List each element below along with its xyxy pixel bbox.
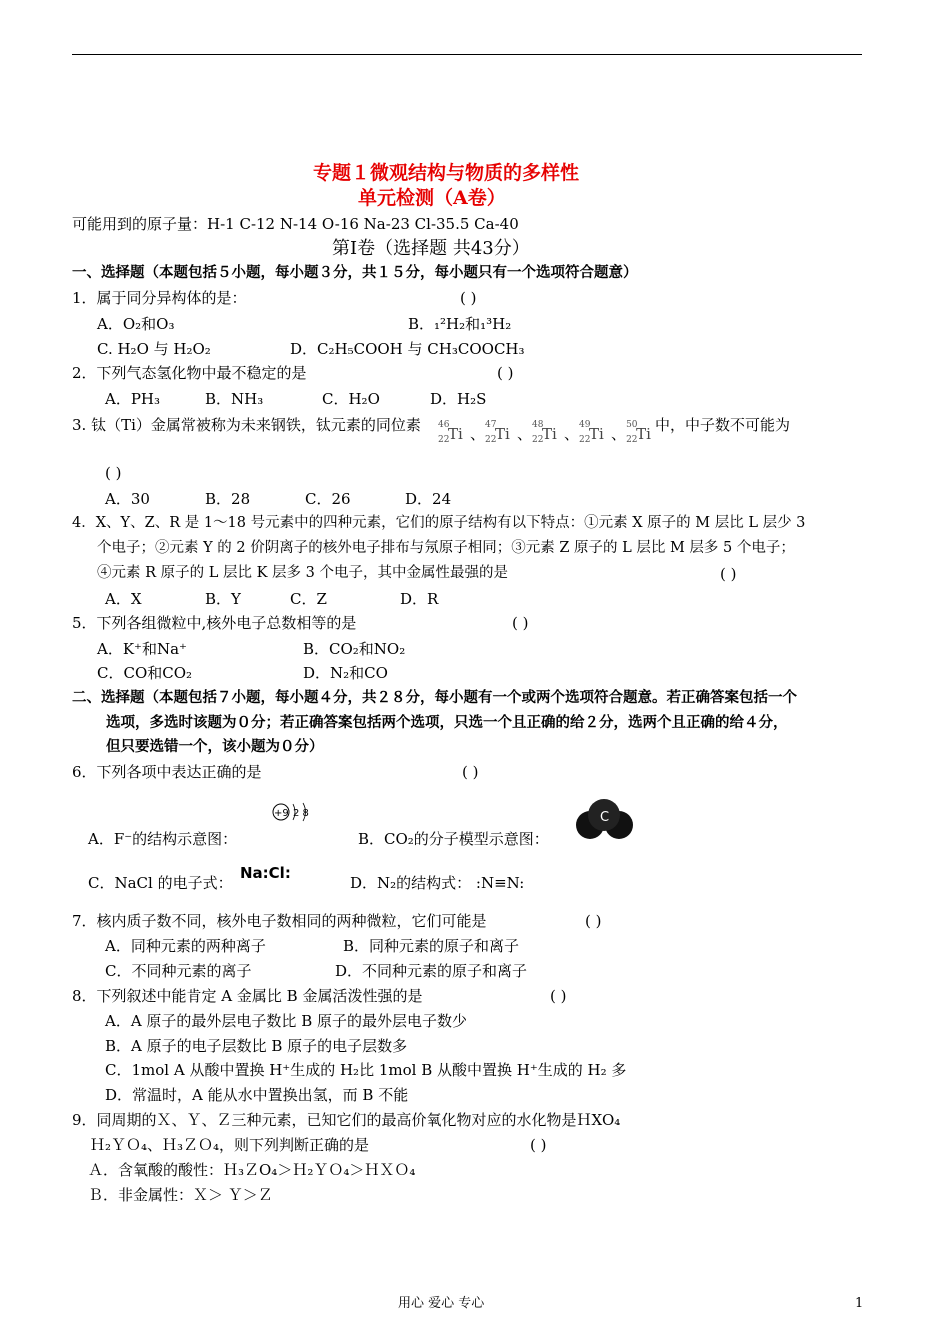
isotope-separator: 、 — [611, 425, 627, 443]
doc-subtitle: 单元检测（A卷） — [358, 187, 506, 209]
q4-paren: ( ) — [720, 565, 737, 583]
fluoride-structure-diagram — [272, 800, 322, 838]
q1-stem: 1．属于同分异构体的是： — [72, 289, 247, 307]
q5-option-d: D．N₂和CO — [303, 664, 388, 682]
q7-option-c: C．不同种元素的离子 — [105, 962, 252, 980]
q3-option-a: A．30 — [105, 490, 150, 508]
q4-option-a: A．X — [105, 590, 142, 608]
q6-paren: ( ) — [462, 763, 479, 781]
q9-paren: ( ) — [530, 1136, 547, 1154]
q5-option-a: A．K⁺和Na⁺ — [97, 640, 187, 658]
q9-option-a: Ａ．含氧酸的酸性：Ｈ₃ＺO₄＞Ｈ₂ＹＯ₄＞ＨＸＯ₄ — [88, 1161, 416, 1179]
section2-heading-line3: 但只要选错一个，该小题为０分） — [106, 738, 324, 755]
isotope-ti-50: 50 22 Ti — [626, 420, 651, 445]
q6-option-c: C．NaCl 的电子式： — [88, 874, 233, 892]
q4-line2: 个电子；②元素 Y 的 2 价阴离子的核外电子排布与氖原子相同；③元素 Z 原子的 L 层比 M 层多 5 个电子； — [97, 540, 795, 556]
page-number: 1 — [855, 1296, 864, 1311]
isotope-separator: 、 — [470, 425, 486, 443]
q8-option-d: D．常温时，A 能从水中置换出氢，而 B 不能 — [105, 1086, 409, 1104]
q9-line1: 9．同周期的Ｘ、Ｙ、Ｚ三种元素，已知它们的最高价氧化物对应的水化物是ＨXO₄ — [72, 1111, 621, 1129]
isotope-separator: 、 — [564, 425, 580, 443]
isotope-separator: 、 — [517, 425, 533, 443]
q9-option-b: Ｂ．非金属性：Ｘ＞ Ｙ＞Ｚ — [88, 1186, 273, 1204]
q8-option-a: A．A 原子的最外层电子数比 B 原子的最外层电子数少 — [105, 1012, 467, 1030]
q8-paren: ( ) — [550, 987, 567, 1005]
q4-line3: ④元素 R 原子的 L 层比 K 层多 3 个电子，其中金属性最强的是 — [97, 565, 508, 581]
isotope-ti-49: 49 22 Ti — [579, 420, 604, 445]
co2-center-label: C — [600, 810, 610, 825]
section2-heading-line2: 选项，多选时该题为０分；若正确答案包括两个选项，只选一个且正确的给２分，选两个且正确的给４分， — [106, 714, 788, 731]
q6-option-b: B．CO₂的分子模型示意图： — [358, 830, 549, 848]
atomic-masses: 可能用到的原子量：H-1 C-12 N-14 O-16 Na-23 Cl-35.5 Ca-40 — [72, 215, 519, 233]
doc-title: 专题１微观结构与物质的多样性 — [313, 162, 580, 184]
q8-option-b: B．A 原子的电子层数比 B 原子的电子层数多 — [105, 1037, 408, 1055]
q1-option-a: A．O₂和O₃ — [97, 315, 175, 333]
shell-electrons: 2 8 — [293, 808, 309, 819]
nacl-electron-formula: Na:Cl: — [240, 864, 291, 882]
q3-option-b: B．28 — [205, 490, 251, 508]
q5-stem: 5．下列各组微粒中,核外电子总数相等的是 — [72, 614, 357, 632]
q5-option-c: C．CO和CO₂ — [97, 664, 193, 682]
q6-stem: 6．下列各项中表达正确的是 — [72, 763, 262, 781]
q7-paren: ( ) — [585, 912, 602, 930]
q6-option-d: D．N₂的结构式： :N≡N: — [350, 874, 525, 892]
q6-option-a: A．F⁻的结构示意图： — [88, 830, 238, 848]
q8-option-c: C．1mol A 从酸中置换 H⁺生成的 H₂比 1mol B 从酸中置换 H⁺生成的 H₂ 多 — [105, 1061, 627, 1079]
q3-stem: 3. 钛（Ti）金属常被称为未来钢铁，钛元素的同位素 — [72, 416, 421, 434]
q2-option-d: D．H₂S — [430, 390, 487, 408]
q9-line2: Ｈ₂ＹＯ₄、Ｈ₃ＺＯ₄，则下列判断正确的是 — [90, 1136, 370, 1154]
q3-paren: ( ) — [105, 464, 122, 482]
q7-option-b: B．同种元素的原子和离子 — [343, 937, 520, 955]
footer-motto: 用心 爱心 专心 — [398, 1296, 485, 1311]
section2-heading-line1: 二、选择题（本题包括７小题，每小题４分，共２８分，每小题有一个或两个选项符合题意。若正确答案包括一个 — [72, 689, 797, 706]
header-rule — [72, 54, 862, 55]
isotope-ti-46: 46 22 Ti — [438, 420, 463, 445]
q3-tail: 中，中子数不可能为 — [655, 416, 791, 434]
co2-model-diagram — [572, 795, 638, 847]
isotope-ti-48: 48 22 Ti — [532, 420, 557, 445]
q3-option-d: D．24 — [405, 490, 452, 508]
q4-option-b: B．Y — [205, 590, 241, 608]
q3-option-c: C．26 — [305, 490, 351, 508]
q3-isotopes — [438, 420, 658, 450]
q2-option-b: B．NH₃ — [205, 390, 264, 408]
q1-option-c: C. H₂O 与 H₂O₂ — [97, 340, 211, 358]
q1-paren: ( ) — [460, 289, 477, 307]
q4-option-d: D．R — [400, 590, 439, 608]
q2-option-a: A．PH₃ — [105, 390, 161, 408]
q7-option-a: A．同种元素的两种离子 — [105, 937, 266, 955]
q1-option-d: D．C₂H₅COOH 与 CH₃COOCH₃ — [290, 340, 525, 358]
q4-line1: 4．X、Y、Z、R 是 1～18 号元素中的四种元素，它们的原子结构有以下特点：①元素 X 原子的 M 层比 L 层少 3 — [72, 515, 806, 531]
q5-option-b: B．CO₂和NO₂ — [303, 640, 406, 658]
q1-option-b: B．₁²H₂和₁³H₂ — [408, 315, 512, 333]
section1-heading: 一、选择题（本题包括５小题，每小题３分，共１５分，每小题只有一个选项符合题意） — [72, 264, 638, 281]
q2-option-c: C．H₂O — [322, 390, 380, 408]
q7-option-d: D．不同种元素的原子和离子 — [335, 962, 528, 980]
nucleus-label: +9 — [274, 808, 289, 819]
q5-paren: ( ) — [512, 614, 529, 632]
q8-stem: 8．下列叙述中能肯定 A 金属比 B 金属活泼性强的是 — [72, 987, 423, 1005]
part-heading: 第Ⅰ卷（选择题 共43分） — [332, 238, 530, 259]
q2-stem: 2．下列气态氢化物中最不稳定的是 — [72, 364, 307, 382]
q4-option-c: C．Z — [290, 590, 327, 608]
isotope-ti-47: 47 22 Ti — [485, 420, 510, 445]
q7-stem: 7．核内质子数不同，核外电子数相同的两种微粒，它们可能是 — [72, 912, 487, 930]
q2-paren: ( ) — [497, 364, 514, 382]
